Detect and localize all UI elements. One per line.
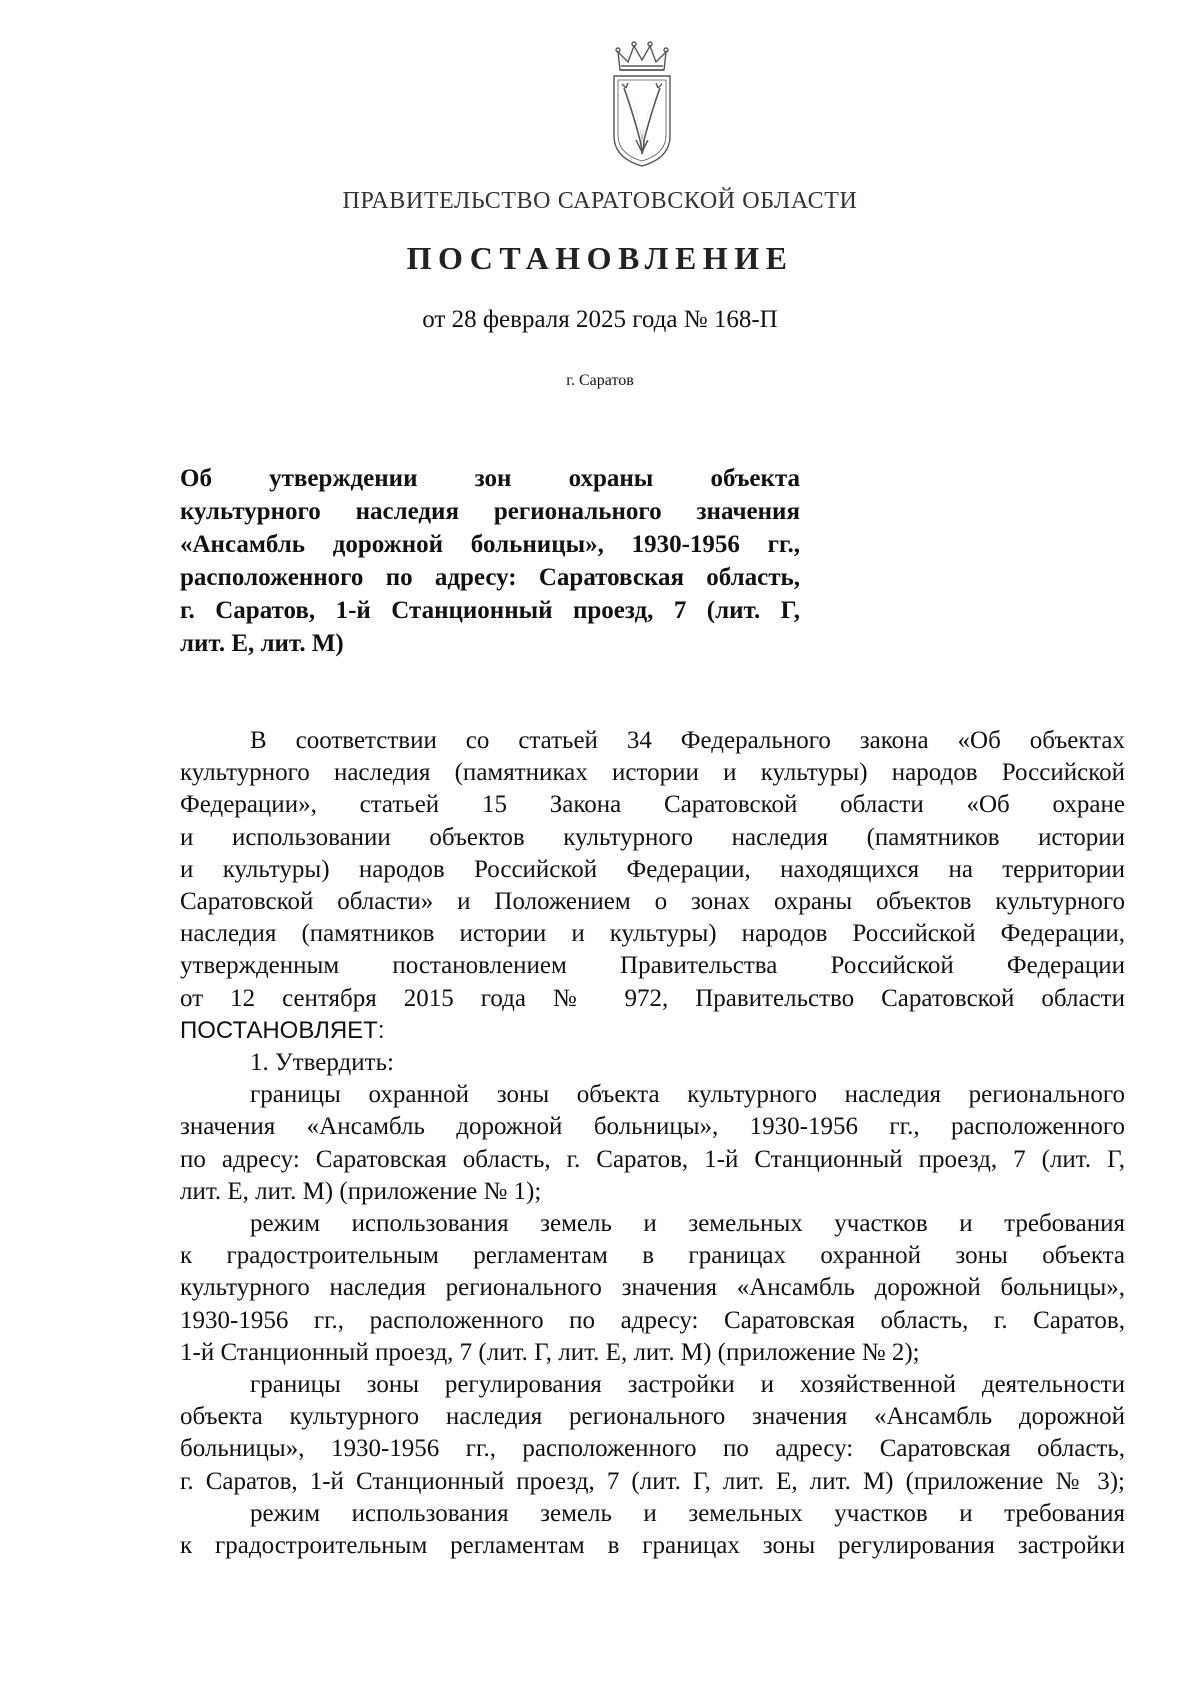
subject-line: культурного наследия регионального значения [180,498,800,525]
body-line: от 12 сентября 2015 года № 972, Правительство Саратовской области [180,984,1125,1012]
body-line: по адресу: Саратовская область, г. Саратов, 1-й Станционный проезд, 7 (лит. Г, [180,1145,1125,1173]
body-line: к градостроительным регламентам в границах зоны регулирования застройки [180,1532,1125,1560]
body-line: лит. Е, лит. М) (приложение № 1); [180,1177,542,1205]
body-line: 1-й Станционный проезд, 7 (лит. Г, лит. Е, лит. М) (приложение № 2); [180,1338,920,1366]
body-line: границы зоны регулирования застройки и хозяйственной деятельности [250,1371,1125,1399]
body-line: культурного наследия регионального значения «Ансамбль дорожной больницы», [180,1274,1125,1302]
organization-name: ПРАВИТЕЛЬСТВО САРАТОВСКОЙ ОБЛАСТИ [342,188,858,214]
document-city: г. Саратов [566,372,634,389]
body-line: объекта культурного наследия регионального значения «Ансамбль дорожной [180,1403,1125,1431]
body-line: В соответствии со статьей 34 Федерального закона «Об объектах [250,727,1125,754]
body-line: режим использования земель и земельных участков и требования [250,1499,1125,1527]
body-line: утвержденным постановлением Правительства Российской Федерации [180,952,1125,980]
body-line: ПОСТАНОВЛЯЕТ: [180,1016,385,1044]
document-subject [180,462,800,660]
body-line: наследия (памятников истории и культуры) народов Российской Федерации, [180,920,1125,948]
document-type: ПОСТАНОВЛЕНИЕ [406,240,794,276]
body-line: значения «Ансамбль дорожной больницы», 1930-1956 гг., расположенного [180,1113,1125,1141]
document-body [180,725,1125,1562]
body-line: и использовании объектов культурного наследия (памятников истории [180,823,1125,851]
body-line: к градостроительным регламентам в границах охранной зоны объекта [180,1242,1125,1270]
body-line: культурного наследия (памятниках истории и культуры) народов Российской [180,759,1125,787]
document-date-number: от 28 февраля 2025 года № 168-П [422,306,778,333]
body-line: Федерации», статьей 15 Закона Саратовской области «Об охране [180,791,1125,819]
body-line: и культуры) народов Российской Федерации, находящихся на территории [180,855,1125,883]
body-line: больницы», 1930-1956 гг., расположенного по адресу: Саратовская область, [180,1435,1125,1463]
body-line: 1. Утвердить: [250,1049,394,1077]
body-line: 1930-1956 гг., расположенного по адресу: Саратовская область, г. Саратов, [180,1306,1125,1334]
subject-line: «Ансамбль дорожной больницы», 1930-1956 гг., [180,531,800,558]
saratov-coat-of-arms-icon [606,40,678,170]
body-line: режим использования земель и земельных участков и требования [250,1210,1125,1238]
body-line: Саратовской области» и Положением о зонах охраны объектов культурного [180,888,1125,916]
subject-line: г. Саратов, 1-й Станционный проезд, 7 (лит. Г, [180,597,800,624]
subject-line: лит. Е, лит. М) [180,630,344,657]
subject-line: Об утверждении зон охраны объекта [180,465,800,492]
body-line: границы охранной зоны объекта культурного наследия регионального [250,1081,1125,1109]
subject-line: расположенного по адресу: Саратовская область, [180,564,800,591]
body-line: г. Саратов, 1-й Станционный проезд, 7 (лит. Г, лит. Е, лит. М) (приложение № 3); [180,1467,1125,1495]
